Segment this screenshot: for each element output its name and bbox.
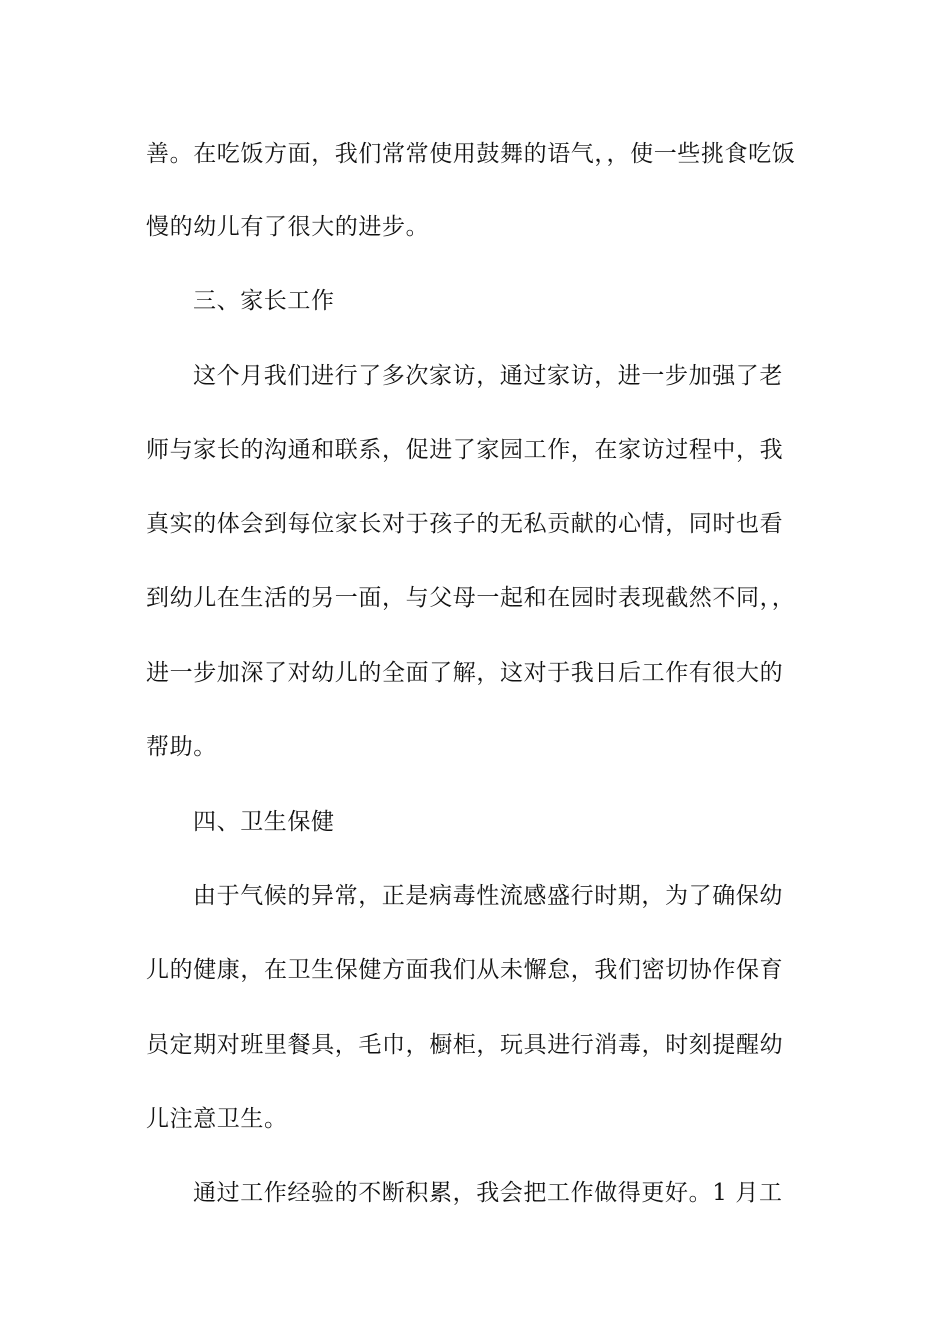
text-line: 儿的健康，在卫生保健方面我们从未懈怠，我们密切协作保育 <box>146 957 784 983</box>
section-heading-parents: 三、家长工作 <box>193 288 335 314</box>
text-line: 真实的体会到每位家长对于孩子的无私贡献的心情，同时也看 <box>146 511 784 537</box>
section-heading-health: 四、卫生保健 <box>193 809 335 835</box>
text-line: 员定期对班里餐具，毛巾，橱柜，玩具进行消毒，时刻提醒幼 <box>146 1032 784 1058</box>
text-line: 善。在吃饭方面，我们常常使用鼓舞的语气，，使一些挑食吃饭 <box>146 141 796 167</box>
text-line: 儿注意卫生。 <box>146 1106 288 1132</box>
text-line: 帮助。 <box>146 734 217 760</box>
text-line: 由于气候的异常，正是病毒性流感盛行时期，为了确保幼 <box>193 883 783 909</box>
text-line: 慢的幼儿有了很大的进步。 <box>146 214 430 240</box>
text-line: 这个月我们进行了多次家访，通过家访，进一步加强了老 <box>193 363 783 389</box>
text-line: 通过工作经验的不断积累，我会把工作做得更好。1 月工 <box>193 1180 783 1206</box>
text-line: 到幼儿在生活的另一面，与父母一起和在园时表现截然不同，， <box>146 585 796 611</box>
text-line: 师与家长的沟通和联系，促进了家园工作，在家访过程中，我 <box>146 437 784 463</box>
text-line: 进一步加深了对幼儿的全面了解，这对于我日后工作有很大的 <box>146 660 784 686</box>
